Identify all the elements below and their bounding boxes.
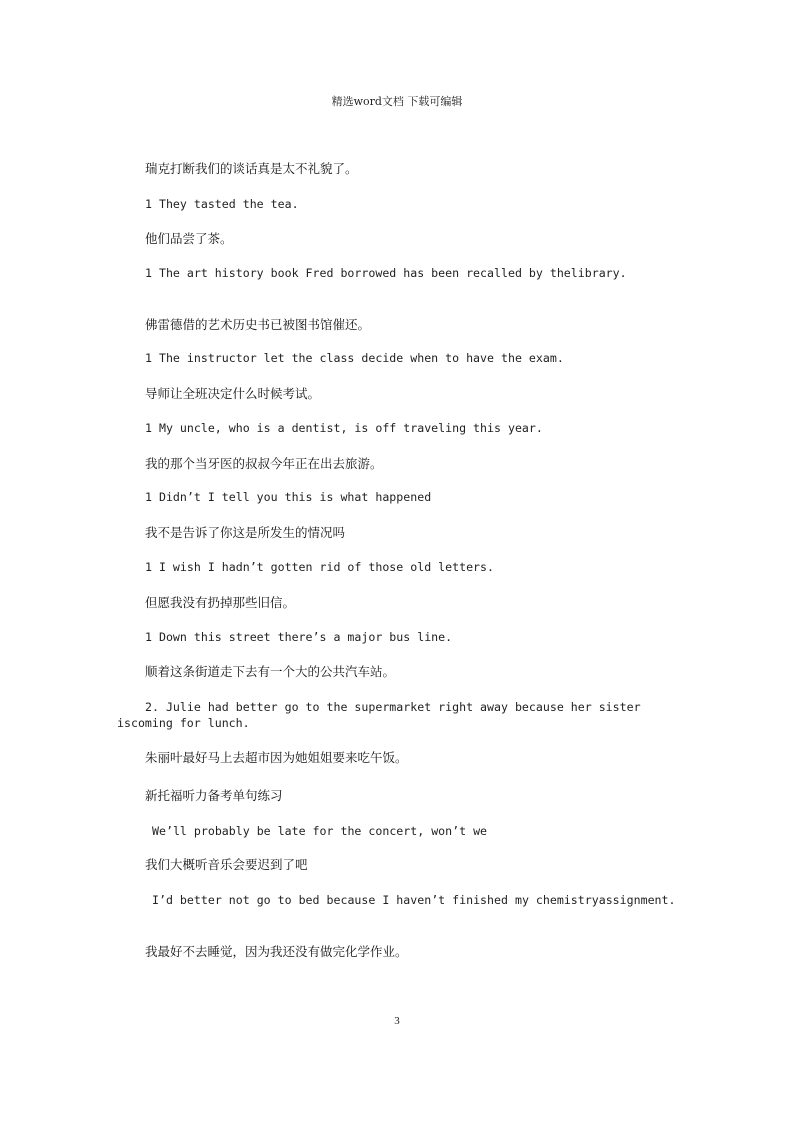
english-sentence: 1 The art history book Fred borrowed has been recalled by thelibrary. bbox=[145, 266, 627, 280]
chinese-translation: 佛雷德借的艺术历史书已被图书馆催还。 bbox=[145, 317, 371, 332]
chinese-translation: 我不是告诉了你这是所发生的情况吗 bbox=[145, 525, 346, 540]
english-sentence: 1 They tasted the tea. bbox=[145, 197, 299, 211]
chinese-translation: 我最好不去睡觉，因为我还没有做完化学作业。 bbox=[145, 944, 408, 959]
chinese-translation: 导师让全班决定什么时候考试。 bbox=[145, 386, 321, 401]
chinese-translation: 我们大概听音乐会要迟到了吧 bbox=[145, 857, 308, 872]
english-sentence: 1 My uncle, who is a dentist, is off traveling this year. bbox=[145, 421, 543, 435]
chinese-translation: 瑞克打断我们的谈话真是太不礼貌了。 bbox=[145, 161, 358, 176]
english-sentence: 2. Julie had better go to the supermarket right away because her sister iscoming for lunch. bbox=[117, 700, 648, 730]
english-sentence: 1 I wish I hadn’t gotten rid of those old letters. bbox=[145, 560, 495, 574]
english-sentence: 1 Didn’t I tell you this is what happened bbox=[145, 490, 432, 504]
chinese-translation: 朱丽叶最好马上去超市因为她姐姐要来吃午饭。 bbox=[145, 750, 408, 765]
chinese-translation: 我的那个当牙医的叔叔今年正在出去旅游。 bbox=[145, 456, 383, 471]
english-sentence: 1 Down this street there’s a major bus line. bbox=[145, 630, 453, 644]
chinese-translation: 但愿我没有扔掉那些旧信。 bbox=[145, 595, 296, 610]
chinese-translation: 他们品尝了茶。 bbox=[145, 231, 233, 246]
section-heading: 新托福听力备考单句练习 bbox=[145, 788, 283, 803]
english-sentence: I’d better not go to bed because I haven’t finished my chemistryassignment. bbox=[152, 893, 676, 907]
page-number: 3 bbox=[394, 1015, 400, 1027]
english-sentence: 1 The instructor let the class decide when to have the exam. bbox=[145, 351, 564, 365]
chinese-translation: 顺着这条街道走下去有一个大的公共汽车站。 bbox=[145, 664, 396, 679]
page-header: 精选word文档 下载可编辑 bbox=[331, 95, 463, 108]
english-sentence: We’ll probably be late for the concert, won’t we bbox=[152, 824, 488, 838]
